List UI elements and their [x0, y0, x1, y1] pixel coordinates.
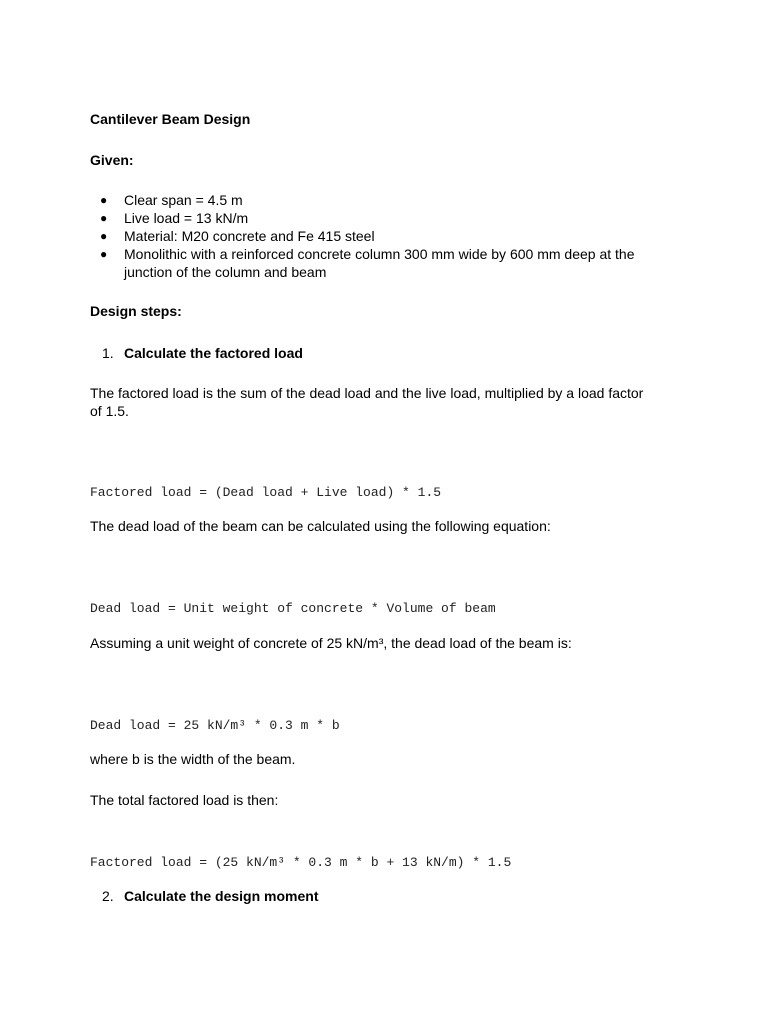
given-item-material: Material: M20 concrete and Fe 415 steel	[124, 228, 375, 244]
given-heading: Given:	[90, 152, 134, 168]
paragraph-total-load: The total factored load is then:	[90, 792, 279, 808]
given-item-span: Clear span = 4.5 m	[124, 192, 243, 208]
step-number: 2.	[102, 888, 114, 904]
bullet-icon: ●	[100, 247, 108, 261]
equation-factored-load: Factored load = (Dead load + Live load) * 1.5	[90, 485, 442, 500]
bullet-icon: ●	[100, 229, 108, 243]
paragraph-dead-load: The dead load of the beam can be calculated using the following equation:	[90, 518, 551, 534]
paragraph-assumption: Assuming a unit weight of concrete of 25 kN/m³, the dead load of the beam is:	[90, 635, 572, 651]
document-title: Cantilever Beam Design	[90, 111, 251, 127]
design-steps-heading: Design steps:	[90, 303, 182, 319]
equation-dead-load-value: Dead load = 25 kN/m³ * 0.3 m * b	[90, 718, 340, 733]
given-item-monolithic: Monolithic with a reinforced concrete column 300 mm wide by 600 mm deep at the junction of the column and beam	[124, 246, 635, 280]
step-label: Calculate the design moment	[124, 888, 319, 904]
step-number: 1.	[102, 345, 114, 361]
bullet-icon: ●	[100, 193, 108, 207]
paragraph-factored-load: The factored load is the sum of the dead load and the live load, multiplied by a load factor of 1.5.	[90, 385, 644, 419]
bullet-icon: ●	[100, 211, 108, 225]
equation-total-factored-load: Factored load = (25 kN/m³ * 0.3 m * b + 13 kN/m) * 1.5	[90, 855, 512, 870]
equation-dead-load: Dead load = Unit weight of concrete * Volume of beam	[90, 601, 496, 616]
paragraph-where-b: where b is the width of the beam.	[90, 751, 296, 767]
step-label: Calculate the factored load	[124, 345, 303, 361]
given-item-live-load: Live load = 13 kN/m	[124, 210, 249, 226]
